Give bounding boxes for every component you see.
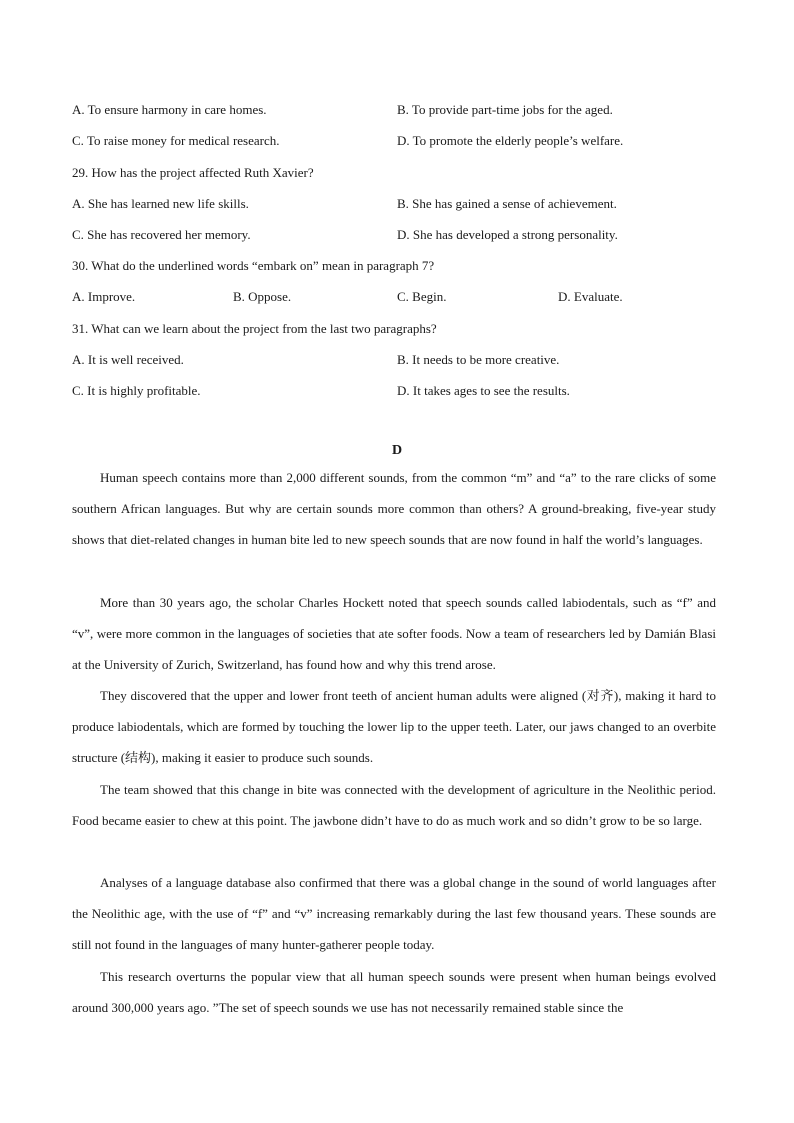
passage-paragraph-2: More than 30 years ago, the scholar Charles Hockett noted that speech sounds called labiodentals, such as “f” and “v”, were more common in the languages of societies that ate softer foods. Now a team of researchers led by Damián Blasi at the University of Zurich, Switzerland, has found how and why this trend arose. (72, 595, 716, 673)
q30-option-a: A. Improve. (72, 289, 136, 304)
passage-paragraph-1: Human speech contains more than 2,000 different sounds, from the common “m” and “a” to the rare clicks of some southern African languages. But why are certain sounds more common than others? A ground-breaking, five-year study shows that diet-related changes in human bite led to new speech sounds that are now found in half the world’s languages. (72, 470, 716, 548)
q29-option-a: A. She has learned new life skills. (72, 196, 249, 211)
q30-option-c: C. Begin. (397, 289, 447, 304)
q28-option-b: B. To provide part-time jobs for the aged. (397, 102, 613, 117)
passage-paragraph-4: The team showed that this change in bite was connected with the development of agriculture in the Neolithic period. Food became easier to chew at this point. The jawbone didn’t have to do as much work and so didn’t grow to be so large. (72, 782, 716, 829)
passage-paragraph-3: They discovered that the upper and lower front teeth of ancient human adults were aligned (对齐), making it hard to produce labiodentals, which are formed by touching the lower lip to the upper teeth. Later, our jaws changed to an overbite structure (结构), making it easier to produce such sounds. (72, 688, 716, 766)
q30-question: 30. What do the underlined words “embark on” mean in paragraph 7? (72, 258, 435, 273)
q31-option-b: B. It needs to be more creative. (397, 352, 560, 367)
q28-option-d: D. To promote the elderly people’s welfare. (397, 133, 624, 148)
q30-option-b: B. Oppose. (233, 289, 292, 304)
q28-option-a: A. To ensure harmony in care homes. (72, 102, 267, 117)
q29-option-c: C. She has recovered her memory. (72, 227, 251, 242)
passage-paragraph-5: Analyses of a language database also confirmed that there was a global change in the sound of world languages after the Neolithic age, with the use of “f” and “v” increasing remarkably during the last few thousand years. These sounds are still not found in the languages of many hunter-gatherer people today. (72, 875, 716, 953)
q29-option-b: B. She has gained a sense of achievement. (397, 196, 617, 211)
q29-option-d: D. She has developed a strong personality. (397, 227, 618, 242)
q28-option-c: C. To raise money for medical research. (72, 133, 280, 148)
q31-option-c: C. It is highly profitable. (72, 383, 201, 398)
q30-option-d: D. Evaluate. (558, 289, 623, 304)
passage-paragraph-6: This research overturns the popular view that all human speech sounds were present when human beings evolved around 300,000 years ago. ”The set of speech sounds we use has not necessarily remained stable since the (72, 969, 716, 1016)
q31-option-a: A. It is well received. (72, 352, 184, 367)
q31-option-d: D. It takes ages to see the results. (397, 383, 570, 398)
q29-question: 29. How has the project affected Ruth Xavier? (72, 165, 314, 180)
passage-title: D (391, 443, 403, 458)
q31-question: 31. What can we learn about the project from the last two paragraphs? (72, 321, 437, 336)
